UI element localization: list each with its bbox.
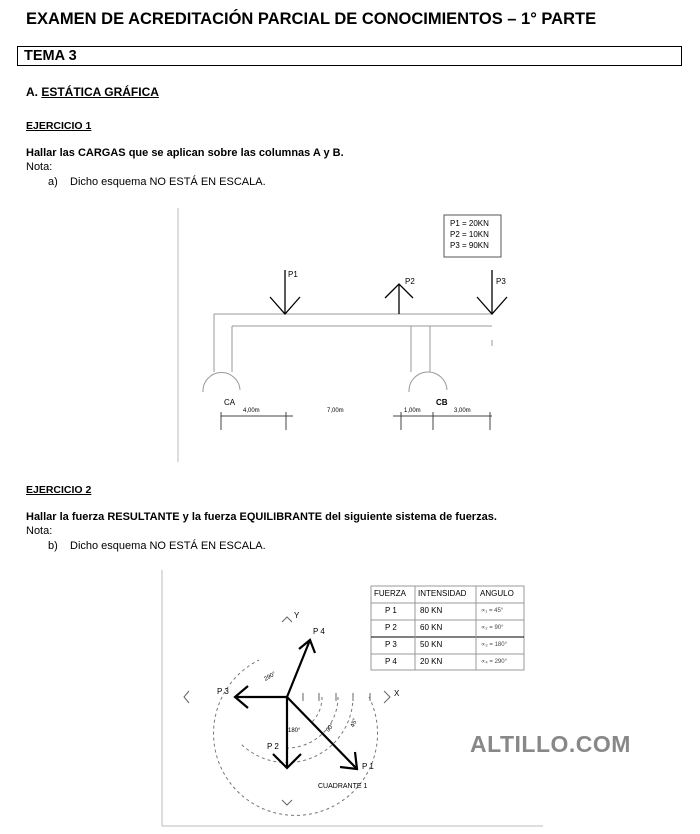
angle-label-180: 180° bbox=[288, 728, 301, 734]
table-cell-fuerza: P 4 bbox=[385, 657, 397, 666]
table-cell-angulo: ∝₂ = 90° bbox=[481, 625, 504, 631]
dimension-line bbox=[221, 412, 492, 430]
dimension-label-4: 3,00m bbox=[454, 408, 471, 414]
dimension-label-2: 7,00m bbox=[327, 408, 344, 414]
table-cell-fuerza: P 2 bbox=[385, 623, 397, 632]
table-cell-angulo: ∝₄ = 290° bbox=[481, 659, 507, 665]
ejercicio1-note-marker: a) bbox=[48, 176, 58, 188]
ejercicio2-note-text: Dicho esquema NO ESTÁ EN ESCALA. bbox=[70, 540, 266, 552]
table-cell-intensidad: 20 KN bbox=[420, 657, 443, 666]
force-label-p1: P 1 bbox=[362, 762, 374, 771]
table-cell-angulo: ∝₃ = 180° bbox=[481, 642, 507, 648]
angle-label-290: 290° bbox=[263, 671, 278, 683]
force-label-p4: P 4 bbox=[313, 627, 325, 636]
load-label-p1: P1 bbox=[288, 270, 298, 279]
table-cell-fuerza: P 3 bbox=[385, 640, 397, 649]
table-cell-intensidad: 50 KN bbox=[420, 640, 443, 649]
ejercicio1-instruction: Hallar las CARGAS que se aplican sobre las columnas A y B. bbox=[26, 147, 344, 159]
table-cell-intensidad: 60 KN bbox=[420, 623, 443, 632]
load-label-p3: P3 bbox=[496, 277, 506, 286]
ejercicio2-instruction: Hallar la fuerza RESULTANTE y la fuerza EQUILIBRANTE del siguiente sistema de fuerzas. bbox=[26, 511, 497, 523]
ejercicio2-heading: EJERCICIO 2 bbox=[26, 484, 92, 496]
axis-label-x: X bbox=[394, 689, 400, 698]
support-label-cb: CB bbox=[436, 398, 448, 407]
force-label-p3: P 3 bbox=[217, 687, 229, 696]
axis-label-y: Y bbox=[294, 611, 300, 620]
legend-p3: P3 = 90KN bbox=[450, 241, 489, 250]
ejercicio1-nota-label: Nota: bbox=[26, 161, 53, 173]
legend-p1: P1 = 20KN bbox=[450, 219, 489, 228]
load-legend bbox=[450, 218, 489, 251]
page-title: EXAMEN DE ACREDITACIÓN PARCIAL DE CONOCIMIENTOS – 1° PARTE bbox=[26, 10, 597, 28]
table-header-intensidad: INTENSIDAD bbox=[418, 589, 467, 598]
force-label-p2: P 2 bbox=[267, 742, 279, 751]
dimension-label-1: 4,00m bbox=[243, 408, 260, 414]
ejercicio1-note-text: Dicho esquema NO ESTÁ EN ESCALA. bbox=[70, 176, 266, 188]
angle-arcs bbox=[214, 660, 378, 815]
angle-label-45: 45° bbox=[350, 717, 359, 729]
support-label-ca: CA bbox=[224, 398, 236, 407]
table-cell-intensidad: 80 KN bbox=[420, 606, 443, 615]
watermark: ALTILLO.COM bbox=[470, 731, 631, 757]
section-title: ESTÁTICA GRÁFICA bbox=[41, 85, 159, 99]
tema-label: TEMA 3 bbox=[24, 48, 77, 64]
table-cell-fuerza: P 1 bbox=[385, 606, 397, 615]
p4-vector bbox=[287, 640, 310, 697]
angle-label-90: 90° bbox=[325, 722, 336, 734]
force-vectors bbox=[235, 640, 357, 769]
quadrant-label: CUADRANTE 1 bbox=[318, 783, 368, 790]
load-arrows bbox=[270, 270, 507, 314]
table-cell-angulo: ∝₁ = 45° bbox=[481, 608, 504, 614]
section-letter: A. bbox=[26, 85, 38, 99]
table-header-fuerza: FUERZA bbox=[374, 589, 406, 598]
beam-outline bbox=[203, 314, 492, 392]
ejercicio2-nota-label: Nota: bbox=[26, 525, 53, 537]
dimension-label-3: 1,00m bbox=[404, 408, 421, 414]
legend-p2: P2 = 10KN bbox=[450, 230, 489, 239]
ejercicio2-note-marker: b) bbox=[48, 540, 58, 552]
table-header-angulo: ANGULO bbox=[480, 589, 514, 598]
ejercicio1-heading: EJERCICIO 1 bbox=[26, 120, 92, 132]
load-label-p2: P2 bbox=[405, 277, 415, 286]
